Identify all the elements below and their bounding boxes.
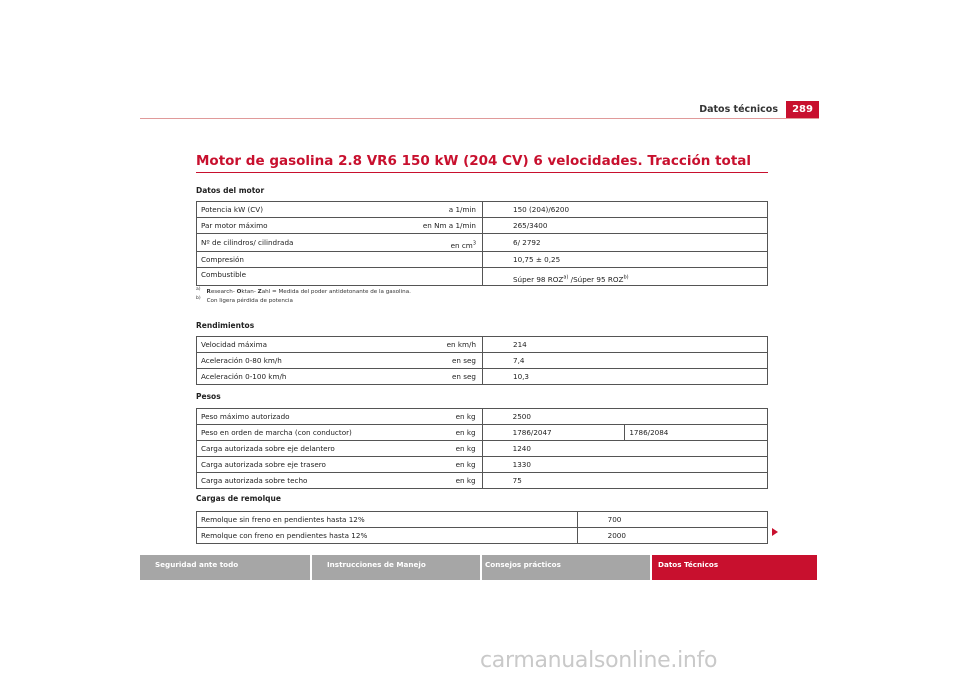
tab-instrucciones[interactable]: Instrucciones de Manejo [312, 555, 480, 580]
tab-seguridad[interactable]: Seguridad ante todo [140, 555, 310, 580]
table-cell-label: Velocidad máxima [197, 337, 360, 353]
table-row [197, 234, 768, 252]
table-cell-label: Combustible [197, 268, 360, 286]
footnote-a [196, 288, 411, 297]
table-row [197, 337, 768, 353]
table-cell-value [483, 268, 768, 286]
fuel-alternative: /Súper 95 ROZ [568, 275, 624, 284]
table-cell-label: Remolque con freno en pendientes hasta 12% [197, 528, 578, 544]
table-cell-unit: en kg [359, 473, 482, 489]
table-cell-value: 265/3400 [483, 218, 768, 234]
table-cell-unit: en kg [359, 441, 482, 457]
table-cell-label: Compresión [197, 252, 360, 268]
engine-heading: Datos del motor [196, 186, 265, 195]
table-cell-unit: en seg [360, 369, 483, 385]
footnote-mark: a) [196, 287, 201, 293]
table-cell-unit: en seg [360, 353, 483, 369]
unit-superscript: 3 [472, 240, 476, 247]
table-cell-label: Aceleración 0-80 km/h [197, 353, 360, 369]
table-cell-value-alt: 1786/2084 [625, 425, 768, 441]
table-row [197, 441, 768, 457]
watermark: carmanualsonline.info [480, 648, 718, 673]
table-cell-label: Peso en orden de marcha (con conductor) [197, 425, 360, 441]
engine-table [196, 201, 768, 286]
table-row [197, 409, 768, 425]
unit-text: en cm [450, 241, 473, 250]
table-cell-unit: en Nm a 1/min [360, 218, 483, 234]
table-cell-label: Carga autorizada sobre eje delantero [197, 441, 360, 457]
table-cell-label: Potencia kW (CV) [197, 202, 360, 218]
table-cell-unit: a 1/min [360, 202, 483, 218]
table-row [197, 268, 768, 286]
table-cell-unit: en kg [359, 409, 482, 425]
footnotes [196, 288, 411, 306]
table-cell-unit [360, 234, 483, 252]
table-row [197, 528, 768, 544]
footnote-text: ahl = Medida del poder antidetonante de la gasolina. [261, 289, 411, 295]
footnote-text: esearch- [210, 289, 237, 295]
trailer-table [196, 511, 768, 544]
table-cell-unit: en km/h [360, 337, 483, 353]
footnote-bold-z: Z [257, 289, 262, 295]
footnote-bold-o: O [236, 289, 242, 295]
table-cell-value: 10,75 ± 0,25 [483, 252, 768, 268]
table-cell-value: 10,3 [483, 369, 768, 385]
table-row [197, 369, 768, 385]
table-cell-label: Carga autorizada sobre eje trasero [197, 457, 360, 473]
table-cell-label: Remolque sin freno en pendientes hasta 12% [197, 512, 578, 528]
table-row [197, 252, 768, 268]
footnote-b [196, 297, 411, 306]
table-cell-label: Nº de cilindros/ cilindrada [197, 234, 360, 252]
table-cell-value: 150 (204)/6200 [483, 202, 768, 218]
table-cell-value: 214 [483, 337, 768, 353]
table-row [197, 218, 768, 234]
performance-heading: Rendimientos [196, 321, 255, 330]
weights-heading: Pesos [196, 392, 221, 401]
table-row [197, 425, 768, 441]
performance-table [196, 336, 768, 385]
section-title: Motor de gasolina 2.8 VR6 150 kW (204 CV) 6 velocidades. Tracción total [196, 153, 752, 169]
footer-nav [140, 555, 819, 580]
footnote-bold-r: R [206, 289, 211, 295]
table-cell-unit [360, 252, 483, 268]
tab-consejos[interactable]: Consejos prácticos [482, 555, 650, 580]
table-row [197, 512, 768, 528]
footnote-ref-b: b) [623, 274, 629, 281]
fuel-primary: Súper 98 ROZ [513, 275, 564, 284]
table-cell-value: 700 [577, 512, 767, 528]
table-row [197, 202, 768, 218]
tab-datos-tecnicos[interactable]: Datos Técnicos [652, 555, 817, 580]
table-cell-unit: en kg [359, 457, 482, 473]
page-number: 289 [786, 101, 819, 118]
table-cell-value: 2500 [482, 409, 767, 425]
table-row [197, 457, 768, 473]
table-cell-value: 7,4 [483, 353, 768, 369]
footnote-text: ktan- [241, 289, 258, 295]
table-cell-unit [360, 268, 483, 286]
next-page-arrow-icon[interactable] [772, 528, 778, 536]
table-cell-label: Aceleración 0-100 km/h [197, 369, 360, 385]
trailer-heading: Cargas de remolque [196, 494, 281, 503]
table-cell-value: 1330 [482, 457, 767, 473]
table-cell-value: 2000 [577, 528, 767, 544]
table-row [197, 353, 768, 369]
table-row [197, 473, 768, 489]
table-cell-value: 1786/2047 [482, 425, 625, 441]
header-title: Datos técnicos [699, 104, 778, 115]
table-cell-value: 6/ 2792 [483, 234, 768, 252]
footnote-mark: b) [196, 296, 201, 302]
table-cell-label: Par motor máximo [197, 218, 360, 234]
title-divider [196, 172, 768, 173]
weights-table [196, 408, 768, 489]
table-cell-label: Peso máximo autorizado [197, 409, 360, 425]
table-cell-unit: en kg [359, 425, 482, 441]
table-cell-value: 1240 [482, 441, 767, 457]
footnote-text: Con ligera pérdida de potencia [206, 298, 293, 304]
table-cell-label: Carga autorizada sobre techo [197, 473, 360, 489]
footnote-ref-a: a) [563, 274, 569, 281]
header-divider [140, 118, 819, 119]
table-cell-value: 75 [482, 473, 767, 489]
